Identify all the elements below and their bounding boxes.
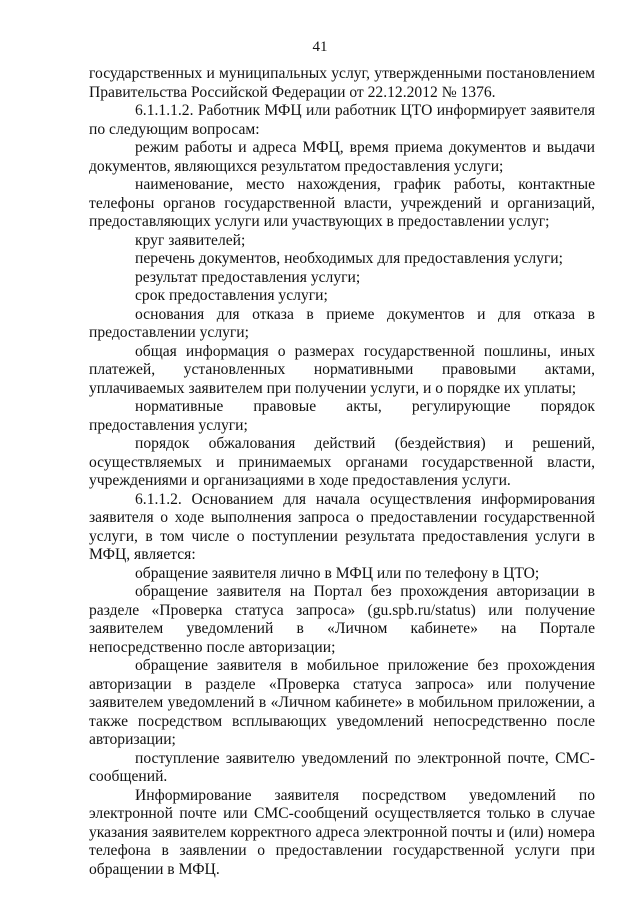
list-item: основания для отказа в приеме документов и для отказа в предоставлении услуги; (89, 305, 595, 341)
paragraph: 6.1.1.2. Основанием для начала осуществления информирования заявителя о ходе выполнения запроса о предоставлении государственной услуги, в том числе о поступлении результата предоставления услуги в МФЦ, является: (89, 490, 595, 563)
list-item: перечень документов, необходимых для предоставления услуги; (135, 250, 563, 267)
list-item: круг заявителей; (135, 231, 246, 249)
list-item: обращение заявителя в мобильное приложение без прохождения авторизации в разделе «Проверка статуса запроса» или получение заявителем уведомлений в «Личном кабинете» в мобильном приложении, а также посредством всплывающих уведомлений непосредственно после авторизации; (89, 657, 595, 748)
list-item: обращение заявителя лично в МФЦ или по телефону в ЦТО; (135, 564, 540, 582)
list-item: срок предоставления услуги; (135, 287, 328, 304)
document-body (89, 65, 595, 879)
list-item: поступление заявителю уведомлений по электронной почте, СМС-сообщений. (89, 749, 595, 785)
list-item: режим работы и адреса МФЦ, время приема документов и выдачи документов, являющихся результатом предоставления услуги; (89, 139, 595, 175)
paragraph: государственных и муниципальных услуг, утвержденными постановлением Правительства Российской Федерации от 22.12.2012 № 1376. (89, 65, 595, 101)
list-item: наименование, место нахождения, график работы, контактные телефоны органов государственной власти, учреждений и организаций, предоставляющих услуги или участвующих в предоставлении услуг; (89, 176, 595, 230)
list-item: порядок обжалования действий (бездействия) и решений, осуществляемых и принимаемых органами государственной власти, учреждениями и организациями в ходе предоставления услуги. (89, 435, 595, 489)
page-number: 41 (312, 39, 328, 55)
list-item: результат предоставления услуги; (135, 268, 361, 286)
list-item: нормативные правовые акты, регулирующие порядок предоставления услуги; (89, 398, 595, 434)
list-item: обращение заявителя на Портал без прохождения авторизации в разделе «Проверка статуса запроса» (gu.spb.ru/status) или получение заявителем уведомлений в «Личном кабинете» на Портале непосредственно после авторизации; (89, 583, 595, 656)
paragraph: Информирование заявителя посредством уведомлений по электронной почте или СМС-сообщений осуществляется только в случае указания заявителем корректного адреса электронной почты и (или) номера телефона в заявлении о предоставлении государственной услуги при обращении в МФЦ. (89, 786, 595, 878)
paragraph: 6.1.1.1.2. Работник МФЦ или работник ЦТО информирует заявителя по следующим вопросам: (89, 102, 595, 138)
list-item: общая информация о размерах государственной пошлины, иных платежей, установленных нормативными правовыми актами, уплачиваемых заявителем при получении услуги, и о порядке их уплаты; (89, 342, 595, 397)
